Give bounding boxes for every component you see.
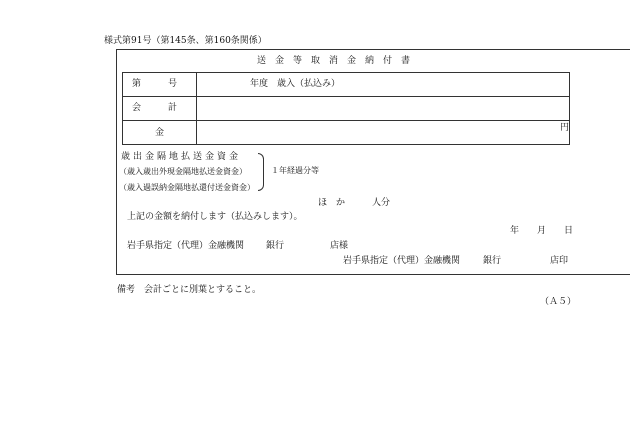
row-divider <box>123 96 569 97</box>
period-note: １年経過分等 <box>271 166 319 175</box>
amount-unit: 円 <box>560 123 570 133</box>
form-number: 様式第91号（第145条、第160条関係） <box>104 36 267 46</box>
number-label: 第 号 <box>132 79 178 89</box>
item-sub-1: （歳入歳出外現金隔地払送金資金） <box>119 167 247 176</box>
remarks-note: 備考 会計ごとに別葉とすること。 <box>117 285 262 295</box>
persons-label: 人分 <box>372 198 391 208</box>
form-title: 送 金 等 取 消 金 納 付 書 <box>257 56 411 66</box>
sender-bank: 銀行 <box>483 256 502 266</box>
statement: 上記の金額を納付します（払込みします）。 <box>127 212 303 222</box>
recipient-bank: 銀行 <box>266 241 285 251</box>
recipient-suffix: 店様 <box>330 241 349 251</box>
sender-stamp: 店印 <box>550 256 569 266</box>
item-main: 歳出金隔地払送金資金 <box>121 152 242 162</box>
date-line: 年 月 日 <box>510 226 574 236</box>
grouping-brace <box>258 153 264 191</box>
amount-label: 金 <box>155 128 165 138</box>
item-sub-2: （歳入過誤納金隔地払還付送金資金） <box>119 183 255 192</box>
form-table <box>122 72 570 145</box>
paper-size: （Ａ５） <box>540 297 577 307</box>
recipient-institution: 岩手県指定（代理）金融機関 <box>127 241 245 251</box>
others-label: ほ か <box>318 198 346 208</box>
accounting-label: 会 計 <box>132 103 178 113</box>
column-divider <box>196 73 197 144</box>
number-value: 年度 歳入（払込み） <box>250 79 341 89</box>
row-divider <box>123 120 569 121</box>
sender-institution: 岩手県指定（代理）金融機関 <box>343 256 461 266</box>
